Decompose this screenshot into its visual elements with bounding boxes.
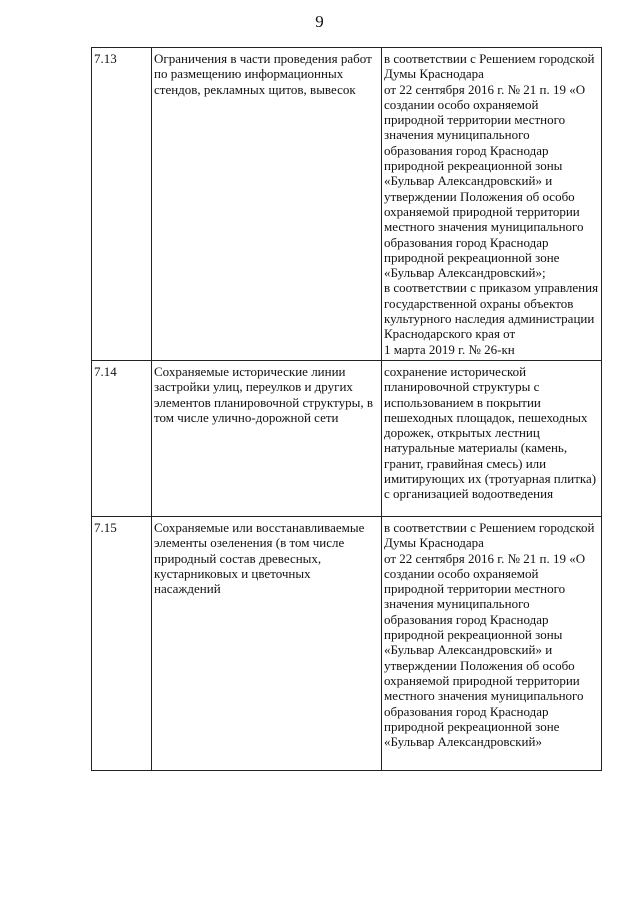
restriction-basis-cell: [382, 48, 602, 361]
row-number: 7.15: [94, 520, 117, 535]
table-row: [92, 361, 602, 517]
table-row: [92, 517, 602, 771]
restriction-basis: сохранение исторической планировочной структуры с использованием в покрытии пешеходных площадок, пешеходных дорожек, открытых лестниц натуральные материалы (камень, гранит, гравийная смесь) или имитирующих их (тротуарная плитка) с организацией водоотведения: [384, 364, 597, 502]
restriction-basis: в соответствии с Решением городской Думы Краснодара от 22 сентября 2016 г. № 21 п. 19 «О создании особо охраняемой природной территории местного значения муниципального образования город Краснодар природной рекреационной зоны «Бульвар Александровский» и утверждении Положения об особо охраняемой природной территории местного значения муниципального образования город Краснодар природной рекреационной зоне «Бульвар Александровский»; в соответствии с приказом управления государственной охраны объектов культурного наследия администрации Краснодарского края от 1 марта 2019 г. № 26-кн: [384, 51, 599, 357]
row-number-cell: [92, 517, 152, 771]
restriction-name-cell: [152, 48, 382, 361]
row-number-cell: [92, 361, 152, 517]
restriction-basis-cell: [382, 517, 602, 771]
restriction-name-cell: [152, 361, 382, 517]
row-number-cell: [92, 48, 152, 361]
row-number: 7.13: [94, 51, 117, 66]
table-row: [92, 48, 602, 361]
row-number: 7.14: [94, 364, 117, 379]
restriction-name: Сохраняемые или восстанавливаемые элементы озеленения (в том числе природный состав древесных, кустарниковых и цветочных насаждений: [154, 520, 365, 597]
restriction-name: Ограничения в части проведения работ по размещению информационных стендов, рекламных щитов, вывесок: [154, 51, 372, 97]
restriction-basis-cell: [382, 361, 602, 517]
page-number: 9: [315, 12, 324, 31]
restriction-basis: в соответствии с Решением городской Думы Краснодара от 22 сентября 2016 г. № 21 п. 19 «О создании особо охраняемой природной территории местного значения муниципального образования город Краснодар природной рекреационной зоны «Бульвар Александровский» и утверждении Положения об особо охраняемой природной территории местного значения муниципального образования город Краснодар природной рекреационной зоне «Бульвар Александровский»: [384, 520, 595, 750]
restrictions-table: [91, 47, 602, 771]
restriction-name: Сохраняемые исторические линии застройки улиц, переулков и других элементов планировочной структуры, в том числе улично-дорожной сети: [154, 364, 373, 425]
restriction-name-cell: [152, 517, 382, 771]
